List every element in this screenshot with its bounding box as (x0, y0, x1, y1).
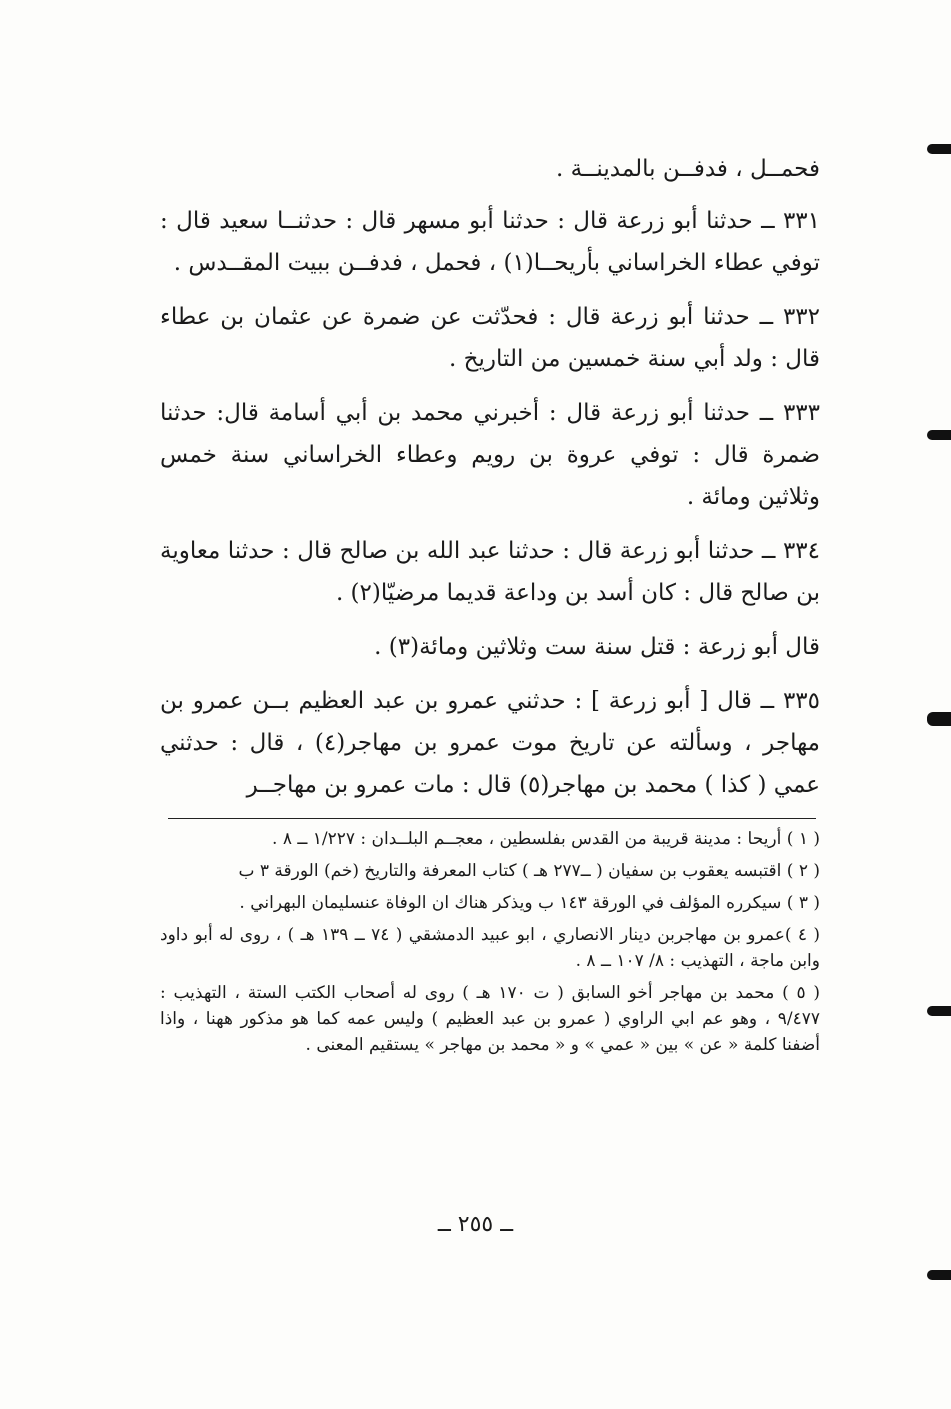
footnotes (160, 826, 820, 1064)
paragraph-335: ٣٣٥ ــ قال [ أبو زرعة ] : حدثني عمرو بن عبد العظيم بــن عمرو بن مهاجر ، وسألته عن تاريخ موت عمرو بن مهاجر(٤) ، قال : حدثني عمي ( كذا ) محمد بن مهاجر(٥) قال : مات عمرو بن مهاجــر (160, 688, 821, 798)
paragraph-333: ٣٣٣ ــ حدثنا أبو زرعة قال : أخبرني محمد بن أبي أسامة قال: حدثنا ضمرة قال : توفي عروة بن رويم وعطاء الخراساني سنة خمس وثلاثين ومائة . (160, 400, 820, 510)
paragraph-331: ٣٣١ ــ حدثنا أبو زرعة قال : حدثنا أبو مسهر قال : حدثنــا سعيد قال : توفي عطاء الخراساني بأريحــا(١) ، فحمل ، فدفــن ببيت المقــدس . (160, 208, 820, 276)
main-text (160, 148, 820, 818)
paragraph-abu-zura: قال أبو زرعة : قتل سنة ست وثلاثين ومائة(٣) . (374, 634, 820, 660)
margin-mark (927, 430, 951, 440)
footnote-5: ( ٥ ) محمد بن مهاجر أخو السابق ( ت ١٧٠ هـ ) روى له أصحاب الكتب الستة ، التهذيب : ٩/٤٧٧ ، وهو عم ابي الراوي ( عمرو بن عبد العظيم ) وليس عمه كما هو مذكور ههنا ، واذا أضفنا كلمة « عن » بين « عمي » و « محمد بن مهاجر » يستقيم المعنى . (160, 983, 820, 1055)
paragraph-continuation: فحمــل ، فدفــن بالمدينــة . (556, 156, 820, 182)
footnote-divider (168, 818, 816, 819)
footnote-1: ( ١ ) أريحا : مدينة قريبة من القدس بفلسطين ، معجــم البلــدان : ١/٢٢٧ ــ ٨ . (272, 829, 820, 849)
margin-mark (927, 1006, 951, 1016)
footnote-2: ( ٢ ) اقتبسه يعقوب بن سفيان ( ــ٢٧٧ هـ ) كتاب المعرفة والتاريخ (خم) الورقة ٣ ب (238, 861, 820, 881)
paragraph-334: ٣٣٤ ــ حدثنا أبو زرعة قال : حدثنا عبد الله بن صالح قال : حدثنا معاوية بن صالح قال : كان أسد بن وداعة قديما مرضيّا(٢) . (160, 538, 820, 606)
page-number: ــ ٢٥٥ ــ (437, 1212, 514, 1237)
margin-mark (927, 1270, 951, 1280)
footnote-3: ( ٣ ) سيكرره المؤلف في الورقة ١٤٣ ب ويذكر هناك ان الوفاة عنسليمان البهراني . (239, 893, 820, 913)
margin-mark (927, 712, 951, 726)
paragraph-332: ٣٣٢ ــ حدثنا أبو زرعة قال : فحدّثت عن ضمرة عن عثمان بن عطاء قال : ولد أبي سنة خمسين من التاريخ . (160, 304, 820, 372)
footnote-4: ( ٤ )عمرو بن مهاجربن دينار الانصاري ، ابو عبيد الدمشقي ( ٧٤ ــ ١٣٩ هـ ) ، روى له أبو داود وابن ماجة ، التهذيب : ٨/ ١٠٧ ــ ٨ . (160, 925, 820, 971)
margin-mark (927, 144, 951, 154)
